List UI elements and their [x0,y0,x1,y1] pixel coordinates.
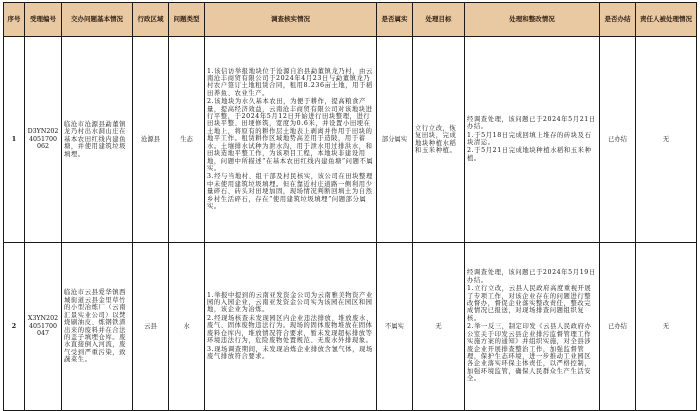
row-target: 无 [413,243,465,411]
verify-paragraph: 2.该地块为水久基本农田，为便于耕作，提高粮食产量，提高经济效益，云南沧丰商贸有限公司对该地块进行平整，于2024年5月12日开始进行田块整理，进行田块平整、田埂修筑，宽度为0.6米，并设置小田埂在土地上，将原有的耕作层土地表上剥离并作用于田块的地平工作。租赁耕作区域地势高差用于造陂，用于蓄水。土壤排水试种为泄水沟，用于泄水用过排洪水，和田块造地平整工作，为该项目工程，本地块非建设用地，问题中所描述“在基本农田红线内建鱼塘”问题不属实。 [207,98,374,172]
row-target: 立行立改，恢复田块，完成地块种植水稻和玉米种植。 [413,37,465,243]
row-accountability: 无 [636,37,697,243]
header-handling: 处理和整改情况 [465,3,600,37]
header-done: 是否办结 [600,3,636,37]
row-seq: 1 [4,37,25,243]
header-is-true: 是否属实 [377,3,413,37]
table-row [4,37,697,243]
row-code: D3YN2024051700062 [25,37,62,243]
header-region: 行政区域 [133,3,169,37]
handling-paragraph: 2.于5月21日完成地块种植水稻和玉米种植。 [467,147,592,162]
handling-paragraph: 2.举一反三，制定印发《云县人民政府办公室关于印发云县企业排污监督管理工作实施方案的通知》并组织实施，对全县涉废企业开展排查整治工作，加强监督管理，保护生态环境，进一步推动工业园区各企业落实环保主体责任，以严格控制，加强环境监管，确保人民群众生产生活安全。 [467,323,592,383]
handling-paragraph: 1.立行立改，云县人民政府高度重视开展了专项工作，对该企业存在的问题进行整改督办，督促企业落实整改责任，整改完成情况已报送，对现场排查问题组织复核。 [467,285,592,322]
verify-paragraph: 1.该信访举报地块位于沧源自治县勐董镇龙乃村，由云南沧丰商贸有限公司于2024年4月23日与勐董镇龙乃村农户签订土地租赁合同，租用8.236亩土地，用于稻田养鱼、农业生产。 [207,67,373,97]
report-page [3,2,696,408]
row-is-true: 不属实 [377,243,413,411]
row-accountability: 无 [636,243,697,411]
row-done: 已办结 [600,243,636,411]
verify-paragraph: 3.经与当地村、组干部及村民核实，该公司在田块整理中未使用建筑垃圾填埋。但在靠近村庄道路一侧利用少量碎石、砖头对田埂加固，现场情况判断回填土为自然乡村生活碎石，存在“使用建筑垃圾填埋”问题部分属实。 [207,173,373,210]
handling-paragraph: 经调查处理，该问题已于2024年5月19日办结。 [467,269,596,284]
row-region: 云县 [133,243,169,411]
row-complaint: 临沧市沧源县勐董镇龙乃村出水洞山庄在基本农田红线内建鱼塘，并使用建筑垃圾填埋。 [62,37,133,243]
verify-paragraph: 3.现场调查期间，未发现冶炼企业排放含氰气体，现场废气排放符合要求。 [207,345,373,360]
handling-paragraph: 经调查处理，该问题已于2024年5月21日办结。 [467,115,596,131]
row-done: 已办结 [600,37,636,243]
row-handling [465,37,600,243]
handling-paragraph: 1.于5月18日完成回填上堆存的砖块及石块清运。 [467,131,592,146]
verify-paragraph: 1.举报中提到的云南亚发资金公司为云南雅美物资产业园的入园企业，云南亚发资金公司实为该园在园区和园地，该企业为冶炼。 [207,291,373,314]
header-accountability: 责任人被处理情况 [636,3,697,37]
header-seq: 序号 [4,3,25,37]
table-row [4,243,697,411]
header-complaint: 交办问题基本情况 [62,3,133,37]
header-code: 受理编号 [25,3,62,37]
row-verify [205,243,377,411]
row-handling [465,243,600,411]
row-seq: 2 [4,243,25,411]
header-verify: 调查核实情况 [205,3,377,37]
header-type: 问题类型 [169,3,205,37]
row-verify [205,37,377,243]
row-type: 水 [169,243,205,411]
row-is-true: 部分属实 [377,37,413,243]
row-code: X3YN2024051700047 [25,243,62,411]
complaint-handling-table [3,2,697,411]
row-type: 生态 [169,37,205,243]
header-row [4,3,697,37]
verify-paragraph: 2.经现场核查未发现园区内企业违法排放、堆放废水、废气、固体废物违法行为。现场的固体废物堆放在固体废料仓库内，堆放情况符合要求，暂未发现超标排放等环境违法行为，危险废物处置规范、无废水外排现象。 [207,314,373,345]
row-complaint: 临沧市云县爱华镇西城街道云县金里草竹的小型冶炼厂（云南汇景实业公司）以焚烧刷油皮、炼钢铁渣出来的废料并在合法的盖子填埋仓库。废水直接倒入河流，废气受到严重污染，致蔬菜生。 [62,243,133,411]
row-region: 沧源县 [133,37,169,243]
header-target: 处理目标 [413,3,465,37]
